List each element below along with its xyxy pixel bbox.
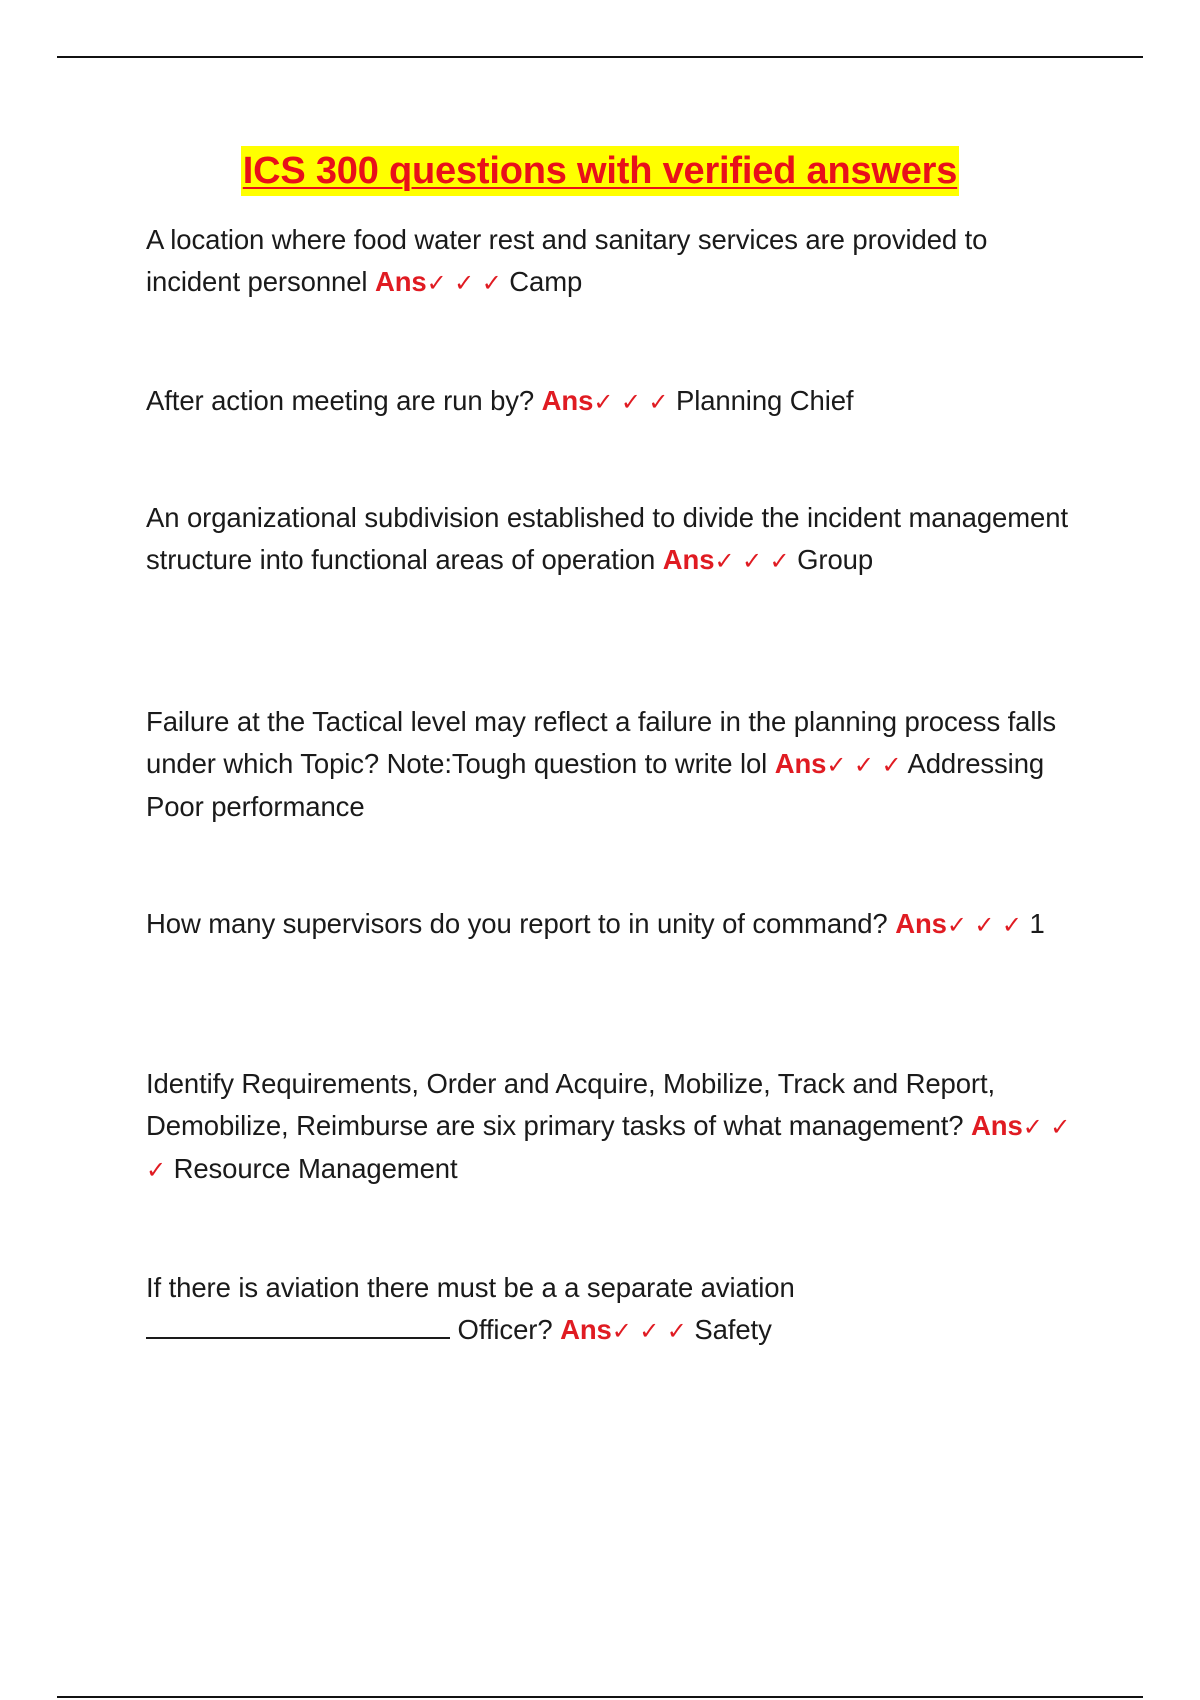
answer-label: Ans <box>541 385 594 416</box>
title-container <box>0 146 1200 196</box>
answer-label: Ans <box>662 544 715 575</box>
question-text: After action meeting are run by? <box>146 385 535 416</box>
check-marks-icon: ✓ ✓ ✓ <box>611 1317 687 1345</box>
fill-in-blank <box>146 1309 450 1339</box>
qa-item-1 <box>146 219 1076 304</box>
answer-label: Ans <box>774 748 827 779</box>
document-title: ICS 300 questions with verified answers <box>241 146 959 196</box>
qa-item-6 <box>146 1063 1076 1191</box>
answer-text: Group <box>797 544 874 575</box>
question-text: If there is aviation there must be a a separate aviation <box>146 1272 795 1303</box>
answer-text: Safety <box>694 1314 772 1345</box>
question-text: An organizational subdivision established to divide the incident management structure into functional areas of operation <box>146 502 1068 575</box>
answer-label: Ans <box>560 1314 612 1345</box>
answer-text: Addressing Poor performance <box>146 748 1045 822</box>
check-marks-icon: ✓ ✓ ✓ <box>714 547 790 575</box>
check-marks-icon: ✓ ✓ ✓ <box>826 751 902 779</box>
answer-label: Ans <box>971 1110 1023 1141</box>
qa-item-4 <box>146 701 1076 828</box>
question-text-after-blank: Officer? <box>457 1314 553 1345</box>
qa-item-5 <box>146 903 1076 946</box>
answer-text: Camp <box>509 266 583 297</box>
check-marks-icon: ✓ ✓ ✓ <box>146 1113 1071 1184</box>
answer-text: 1 <box>1029 908 1045 939</box>
answer-text: Planning Chief <box>675 385 854 416</box>
qa-item-7 <box>146 1267 1076 1352</box>
question-text: A location where food water rest and sanitary services are provided to incident personnel <box>146 224 988 297</box>
qa-item-2 <box>146 380 1076 423</box>
top-rule <box>57 56 1143 58</box>
qa-item-3 <box>146 497 1076 582</box>
check-marks-icon: ✓ ✓ ✓ <box>946 911 1022 939</box>
answer-label: Ans <box>895 908 947 939</box>
question-text: Identify Requirements, Order and Acquire, Mobilize, Track and Report, Demobilize, Reimburse are six primary tasks of what management? <box>146 1068 996 1141</box>
question-text: How many supervisors do you report to in unity of command? <box>146 908 888 939</box>
check-marks-icon: ✓ ✓ ✓ <box>426 269 502 297</box>
check-marks-icon: ✓ ✓ ✓ <box>593 388 669 416</box>
answer-text: Resource Management <box>173 1153 458 1184</box>
answer-label: Ans <box>374 266 427 297</box>
bottom-rule <box>57 1696 1143 1698</box>
question-text: Failure at the Tactical level may reflect a failure in the planning process falls under which Topic? Note:Tough question to write lol <box>146 706 1057 779</box>
